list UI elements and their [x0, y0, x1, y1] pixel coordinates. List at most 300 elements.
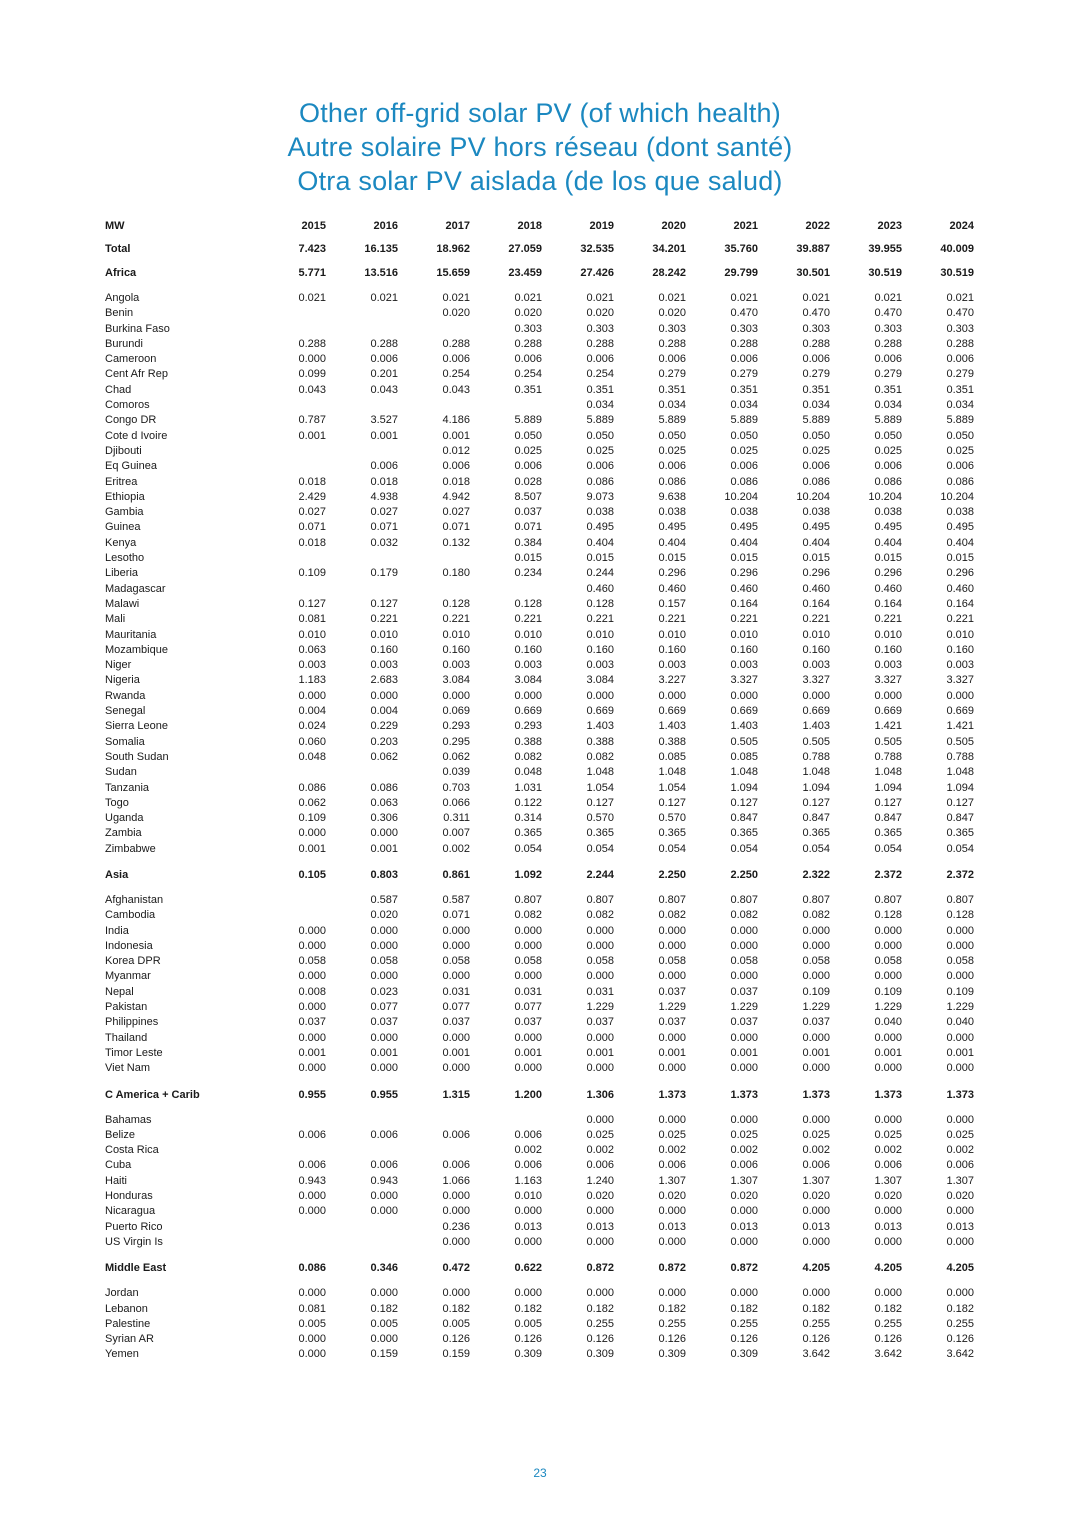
value-cell: 0.254 — [442, 368, 470, 381]
country-name: Timor Leste — [105, 1046, 163, 1059]
value-cell: 1.183 — [298, 674, 326, 687]
value-cell: 0.460 — [874, 582, 902, 595]
value-cell: 0.000 — [586, 1031, 614, 1044]
value-cell: 0.365 — [802, 827, 830, 840]
value-cell: 0.037 — [370, 1016, 398, 1029]
country-name: Senegal — [105, 705, 146, 718]
value-cell: 3.084 — [442, 674, 470, 687]
value-cell — [332, 1113, 404, 1128]
value-cell — [260, 1220, 332, 1235]
value-cell: 0.000 — [514, 1031, 542, 1044]
value-cell: 0.384 — [514, 536, 542, 549]
value-cell: 0.127 — [802, 796, 830, 809]
value-cell: 0.040 — [946, 1016, 974, 1029]
value-cell: 0.000 — [370, 689, 398, 702]
country-name: Zambia — [105, 827, 142, 840]
value-cell: 0.020 — [658, 1190, 686, 1203]
value-cell: 0.058 — [946, 955, 974, 968]
country-name: Burkina Faso — [105, 322, 170, 335]
value-cell: 0.086 — [298, 1262, 326, 1275]
value-cell: 0.955 — [370, 1088, 398, 1101]
value-cell: 0.000 — [874, 1205, 902, 1218]
value-cell: 0.000 — [586, 939, 614, 952]
value-cell: 3.227 — [658, 674, 686, 687]
value-cell: 0.109 — [946, 985, 974, 998]
value-cell: 2.250 — [730, 868, 758, 881]
value-cell: 0.109 — [298, 812, 326, 825]
value-cell: 0.404 — [586, 536, 614, 549]
value-cell: 0.000 — [874, 1062, 902, 1075]
value-cell: 0.000 — [298, 1205, 326, 1218]
value-cell: 0.000 — [658, 970, 686, 983]
value-cell: 0.018 — [370, 475, 398, 488]
value-cell: 0.128 — [874, 909, 902, 922]
value-cell: 0.010 — [586, 628, 614, 641]
value-cell: 0.303 — [802, 322, 830, 335]
value-cell — [260, 908, 332, 923]
value-cell: 0.010 — [298, 628, 326, 641]
value-cell: 39.887 — [796, 243, 830, 255]
value-cell: 2.322 — [802, 868, 830, 881]
value-cell: 0.000 — [370, 1333, 398, 1346]
country-name: Myanmar — [105, 970, 151, 983]
value-cell: 0.000 — [586, 924, 614, 937]
value-cell: 0.043 — [298, 383, 326, 396]
value-cell: 0.001 — [370, 842, 398, 855]
value-cell: 0.351 — [730, 383, 758, 396]
value-cell: 0.034 — [874, 399, 902, 412]
region-total-row — [100, 1256, 980, 1280]
country-name: Burundi — [105, 337, 143, 350]
value-cell: 0.050 — [586, 429, 614, 442]
value-cell: 0.010 — [730, 628, 758, 641]
value-cell: 0.000 — [874, 1031, 902, 1044]
value-cell: 0.303 — [946, 322, 974, 335]
table-row — [100, 781, 980, 796]
value-cell: 0.031 — [514, 985, 542, 998]
value-cell: 0.703 — [442, 781, 470, 794]
value-cell: 0.807 — [802, 893, 830, 906]
value-cell: 4.186 — [442, 414, 470, 427]
value-cell: 0.295 — [442, 735, 470, 748]
value-cell: 0.000 — [442, 1062, 470, 1075]
value-cell: 0.025 — [802, 444, 830, 457]
value-cell: 0.058 — [658, 955, 686, 968]
country-name: Syrian AR — [105, 1333, 154, 1346]
title-french: Autre solaire PV hors réseau (dont santé) — [287, 132, 793, 162]
value-cell: 0.037 — [514, 506, 542, 519]
value-cell: 0.054 — [730, 842, 758, 855]
value-cell: 0.001 — [586, 1046, 614, 1059]
table-row — [100, 1128, 980, 1143]
value-cell: 0.000 — [370, 1287, 398, 1300]
value-cell: 0.000 — [658, 689, 686, 702]
value-cell: 0.002 — [730, 1144, 758, 1157]
country-name: Mozambique — [105, 643, 168, 656]
value-cell: 0.587 — [370, 893, 398, 906]
value-cell: 0.013 — [514, 1220, 542, 1233]
value-cell: 0.002 — [514, 1144, 542, 1157]
value-cell: 0.003 — [946, 659, 974, 672]
country-name: Benin — [105, 307, 134, 320]
value-cell: 0.404 — [730, 536, 758, 549]
value-cell: 0.020 — [730, 1190, 758, 1203]
value-cell: 0.000 — [802, 970, 830, 983]
table-row — [100, 597, 980, 612]
value-cell: 0.082 — [802, 909, 830, 922]
value-cell: 0.000 — [658, 1113, 686, 1126]
value-cell: 16.135 — [364, 243, 398, 255]
value-cell: 0.001 — [298, 429, 326, 442]
year-header: 2015 — [301, 220, 326, 232]
value-cell: 0.000 — [514, 924, 542, 937]
value-cell: 0.020 — [514, 307, 542, 320]
value-cell: 0.182 — [802, 1302, 830, 1315]
value-cell: 0.293 — [442, 720, 470, 733]
value-cell: 0.180 — [442, 567, 470, 580]
value-cell: 0.020 — [946, 1190, 974, 1203]
value-cell: 0.020 — [802, 1190, 830, 1203]
value-cell: 0.001 — [946, 1046, 974, 1059]
value-cell: 0.000 — [586, 1113, 614, 1126]
value-cell: 0.365 — [874, 827, 902, 840]
value-cell: 0.002 — [442, 842, 470, 855]
value-cell: 9.073 — [586, 490, 614, 503]
value-cell: 10.204 — [868, 490, 902, 503]
table-row — [100, 1302, 980, 1317]
value-cell: 0.221 — [946, 613, 974, 626]
value-cell — [332, 398, 404, 413]
year-header: 2020 — [661, 220, 686, 232]
value-cell: 0.006 — [298, 1159, 326, 1172]
value-cell: 1.048 — [586, 766, 614, 779]
value-cell: 0.006 — [442, 353, 470, 366]
value-cell: 0.020 — [442, 307, 470, 320]
value-cell: 0.037 — [514, 1016, 542, 1029]
value-cell: 1.307 — [658, 1174, 686, 1187]
country-name: Honduras — [105, 1190, 153, 1203]
value-cell: 0.010 — [946, 628, 974, 641]
table-row — [100, 291, 980, 306]
value-cell: 0.000 — [514, 939, 542, 952]
value-cell: 0.126 — [946, 1333, 974, 1346]
value-cell: 0.006 — [946, 353, 974, 366]
country-name: Sudan — [105, 766, 137, 779]
value-cell: 0.082 — [730, 909, 758, 922]
table-row — [100, 566, 980, 581]
table-row — [100, 1061, 980, 1076]
country-name: Gambia — [105, 506, 144, 519]
value-cell: 0.000 — [370, 1190, 398, 1203]
value-cell: 0.082 — [514, 750, 542, 763]
value-cell — [332, 765, 404, 780]
value-cell: 0.182 — [658, 1302, 686, 1315]
value-cell: 0.006 — [946, 460, 974, 473]
value-cell — [260, 582, 332, 597]
value-cell: 0.000 — [802, 1113, 830, 1126]
table-row — [100, 628, 980, 643]
value-cell: 1.229 — [802, 1001, 830, 1014]
value-cell: 0.000 — [370, 924, 398, 937]
value-cell: 0.505 — [874, 735, 902, 748]
value-cell: 0.062 — [442, 750, 470, 763]
value-cell: 0.086 — [370, 781, 398, 794]
value-cell: 0.000 — [874, 689, 902, 702]
value-cell: 0.470 — [946, 307, 974, 320]
value-cell: 39.955 — [868, 243, 902, 255]
value-cell: 0.015 — [658, 552, 686, 565]
value-cell: 0.669 — [586, 705, 614, 718]
value-cell: 0.008 — [298, 985, 326, 998]
value-cell: 0.807 — [946, 893, 974, 906]
value-cell: 1.373 — [658, 1088, 686, 1101]
value-cell: 0.000 — [442, 1235, 470, 1248]
value-cell: 0.000 — [442, 1205, 470, 1218]
value-cell: 0.023 — [370, 985, 398, 998]
value-cell: 0.109 — [874, 985, 902, 998]
value-cell: 0.006 — [442, 1159, 470, 1172]
value-cell: 0.182 — [730, 1302, 758, 1315]
value-cell: 0.404 — [946, 536, 974, 549]
value-cell: 0.006 — [514, 1159, 542, 1172]
value-cell — [332, 582, 404, 597]
value-cell: 0.126 — [658, 1333, 686, 1346]
value-cell: 0.025 — [874, 1128, 902, 1141]
value-cell: 0.021 — [946, 292, 974, 304]
country-name: Madagascar — [105, 582, 166, 595]
value-cell: 0.472 — [442, 1262, 470, 1275]
country-name: Chad — [105, 383, 132, 396]
value-cell: 0.081 — [298, 1302, 326, 1315]
country-name: South Sudan — [105, 750, 169, 763]
value-cell: 0.000 — [730, 1205, 758, 1218]
table-row — [100, 306, 980, 321]
value-cell: 0.020 — [658, 307, 686, 320]
value-cell: 0.955 — [298, 1088, 326, 1101]
value-cell: 0.027 — [370, 506, 398, 519]
value-cell: 0.365 — [514, 827, 542, 840]
value-cell: 0.006 — [370, 1128, 398, 1141]
value-cell: 0.221 — [586, 613, 614, 626]
value-cell: 0.221 — [370, 613, 398, 626]
value-cell: 0.000 — [946, 1205, 974, 1218]
value-cell: 0.159 — [370, 1348, 398, 1361]
value-cell: 0.288 — [442, 337, 470, 350]
value-cell: 4.938 — [370, 490, 398, 503]
value-cell: 0.000 — [658, 1031, 686, 1044]
value-cell: 0.221 — [658, 613, 686, 626]
value-cell: 0.164 — [874, 597, 902, 610]
value-cell: 3.327 — [802, 674, 830, 687]
value-cell: 0.025 — [586, 1128, 614, 1141]
value-cell: 4.205 — [802, 1262, 830, 1275]
value-cell: 0.279 — [730, 368, 758, 381]
value-cell: 0.001 — [298, 1046, 326, 1059]
value-cell: 30.519 — [868, 267, 902, 279]
value-cell: 0.164 — [802, 597, 830, 610]
value-cell: 0.005 — [298, 1317, 326, 1330]
value-cell: 0.000 — [730, 939, 758, 952]
value-cell: 0.021 — [730, 292, 758, 304]
value-cell: 1.163 — [514, 1174, 542, 1187]
value-cell: 0.048 — [514, 766, 542, 779]
value-cell: 0.021 — [442, 292, 470, 304]
value-cell: 0.000 — [658, 924, 686, 937]
value-cell: 0.847 — [802, 812, 830, 825]
value-cell: 0.038 — [730, 506, 758, 519]
value-cell: 0.025 — [730, 444, 758, 457]
value-cell — [260, 322, 332, 337]
value-cell: 0.013 — [874, 1220, 902, 1233]
value-cell: 0.001 — [298, 842, 326, 855]
value-cell: 0.054 — [658, 842, 686, 855]
value-cell: 0.006 — [370, 1159, 398, 1172]
value-cell: 0.082 — [586, 909, 614, 922]
value-cell: 0.234 — [514, 567, 542, 580]
value-cell: 0.005 — [370, 1317, 398, 1330]
value-cell: 0.002 — [658, 1144, 686, 1157]
value-cell: 0.062 — [298, 796, 326, 809]
page-titles — [0, 96, 1080, 198]
value-cell: 5.889 — [874, 414, 902, 427]
title-english: Other off-grid solar PV (of which health) — [299, 98, 781, 128]
region-total-row — [100, 863, 980, 887]
value-cell: 0.164 — [946, 597, 974, 610]
value-cell: 0.000 — [370, 1031, 398, 1044]
value-cell: 0.034 — [658, 399, 686, 412]
value-cell: 0.015 — [586, 552, 614, 565]
value-cell: 0.000 — [730, 924, 758, 937]
country-name: Yemen — [105, 1348, 139, 1361]
value-cell: 0.010 — [874, 628, 902, 641]
value-cell: 0.013 — [730, 1220, 758, 1233]
value-cell: 0.037 — [730, 1016, 758, 1029]
value-cell: 0.054 — [946, 842, 974, 855]
country-name: Costa Rica — [105, 1144, 159, 1157]
country-name: Philippines — [105, 1016, 159, 1029]
table-row — [100, 490, 980, 505]
value-cell: 0.003 — [586, 659, 614, 672]
value-cell: 0.010 — [514, 628, 542, 641]
value-cell: 0.000 — [730, 1031, 758, 1044]
value-cell: 0.505 — [946, 735, 974, 748]
value-cell — [260, 1143, 332, 1158]
table-row — [100, 1189, 980, 1204]
value-cell: 0.003 — [514, 659, 542, 672]
value-cell: 0.669 — [802, 705, 830, 718]
value-cell: 0.807 — [730, 893, 758, 906]
value-cell — [332, 306, 404, 321]
value-cell: 0.021 — [298, 292, 326, 304]
value-cell: 0.126 — [442, 1333, 470, 1346]
value-cell: 0.788 — [874, 750, 902, 763]
value-cell: 2.429 — [298, 490, 326, 503]
value-cell: 0.126 — [586, 1333, 614, 1346]
value-cell: 10.204 — [796, 490, 830, 503]
value-cell: 0.314 — [514, 812, 542, 825]
country-name: Lesotho — [105, 552, 145, 565]
table-row — [100, 398, 980, 413]
value-cell: 0.122 — [514, 796, 542, 809]
value-cell: 0.288 — [298, 337, 326, 350]
value-cell: 0.132 — [442, 536, 470, 549]
value-cell: 0.000 — [874, 1287, 902, 1300]
value-cell: 0.254 — [586, 368, 614, 381]
value-cell: 0.001 — [442, 1046, 470, 1059]
value-cell: 0.000 — [658, 1235, 686, 1248]
value-cell: 2.372 — [946, 868, 974, 881]
value-cell: 0.002 — [802, 1144, 830, 1157]
value-cell: 0.001 — [802, 1046, 830, 1059]
value-cell: 0.309 — [730, 1348, 758, 1361]
value-cell: 1.048 — [730, 766, 758, 779]
value-cell: 0.288 — [874, 337, 902, 350]
value-cell: 0.157 — [658, 597, 686, 610]
value-cell: 0.127 — [874, 796, 902, 809]
value-cell: 0.037 — [658, 985, 686, 998]
value-cell: 0.062 — [370, 750, 398, 763]
value-cell: 0.058 — [586, 955, 614, 968]
value-cell: 0.279 — [874, 368, 902, 381]
value-cell: 0.000 — [658, 1287, 686, 1300]
value-cell: 0.000 — [946, 970, 974, 983]
value-cell: 0.028 — [514, 475, 542, 488]
value-cell: 0.000 — [298, 970, 326, 983]
value-cell: 0.086 — [946, 475, 974, 488]
value-cell: 1.403 — [730, 720, 758, 733]
value-cell: 0.006 — [874, 353, 902, 366]
value-cell: 0.000 — [514, 689, 542, 702]
value-cell: 0.000 — [946, 1235, 974, 1248]
value-cell: 0.000 — [514, 1235, 542, 1248]
country-name: Puerto Rico — [105, 1220, 163, 1233]
value-cell: 0.807 — [514, 893, 542, 906]
value-cell: 0.000 — [730, 1062, 758, 1075]
value-cell: 0.020 — [874, 1190, 902, 1203]
value-cell: 1.229 — [586, 1001, 614, 1014]
value-cell: 0.039 — [442, 766, 470, 779]
value-cell: 3.084 — [586, 674, 614, 687]
value-cell: 0.004 — [370, 705, 398, 718]
value-cell: 1.094 — [802, 781, 830, 794]
value-cell: 0.086 — [802, 475, 830, 488]
value-cell: 0.943 — [370, 1174, 398, 1187]
value-cell: 0.037 — [658, 1016, 686, 1029]
value-cell: 0.000 — [946, 939, 974, 952]
value-cell: 0.160 — [442, 643, 470, 656]
value-cell: 0.000 — [514, 970, 542, 983]
value-cell: 0.669 — [730, 705, 758, 718]
value-cell: 0.160 — [586, 643, 614, 656]
value-cell: 0.001 — [442, 429, 470, 442]
value-cell: 0.000 — [514, 1205, 542, 1218]
country-name: Malawi — [105, 597, 140, 610]
table-row — [100, 429, 980, 444]
value-cell: 0.058 — [442, 955, 470, 968]
country-name: Guinea — [105, 521, 141, 534]
value-cell — [332, 1220, 404, 1235]
value-cell: 0.003 — [442, 659, 470, 672]
table-row — [100, 444, 980, 459]
value-cell: 0.006 — [802, 353, 830, 366]
value-cell: 0.296 — [658, 567, 686, 580]
value-cell: 0.000 — [874, 1113, 902, 1126]
value-cell: 0.006 — [874, 460, 902, 473]
country-name: Nepal — [105, 985, 134, 998]
value-cell: 28.242 — [652, 267, 686, 279]
value-cell: 0.000 — [298, 924, 326, 937]
table-row — [100, 1143, 980, 1158]
